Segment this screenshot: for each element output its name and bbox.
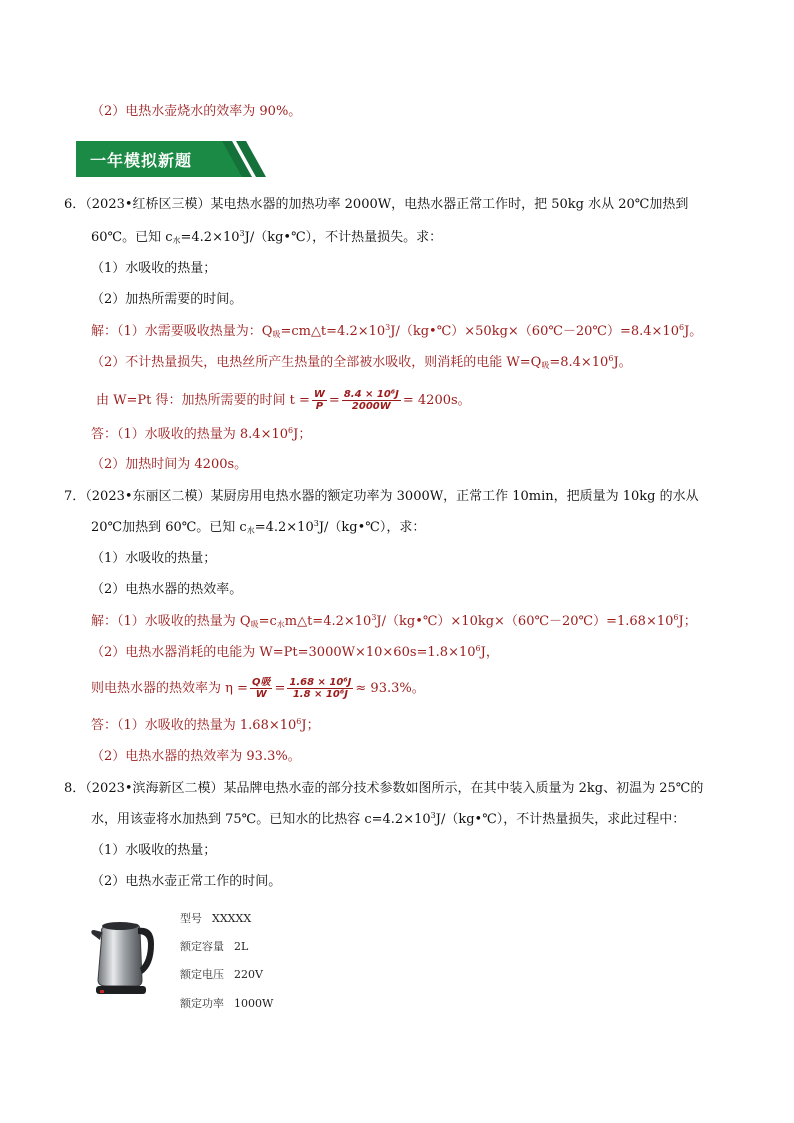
q7-solution-line1: 解：（1）水吸收的热量为 $Q_吸=c_水m\triangle t=4.2\times 10^3J/(kg•℃)\times 10kg\times(60℃-20℃)=1.68\times 10^6J$； xyxy=(91,613,697,629)
q7-solution-line2: （2）电热水器消耗的电能为 $W=Pt=3000W\times 10\times 60s=1.8\times 10^6J$， xyxy=(91,644,499,660)
q7-stem-line1: 7．（2023•东丽区二模）某厨房用电热水器的额定功率为 3000W，正常工作 10min，把质量为 10kg 的水从 xyxy=(64,489,699,504)
spec-voltage: 额定电压 220V xyxy=(180,968,263,981)
q7-fraction-values: $\frac{\text{1.68 × 10⁶J}}{\text{1.8 × 10⁶J}}$ xyxy=(289,677,352,700)
q6-solution-line2: （2）不计热量损失，电热丝所产生热量的全部被水吸收，则消耗的电能 $W=Q_吸=8.4\times 10^6J$。 xyxy=(91,354,632,370)
section-banner xyxy=(76,141,268,177)
electric-kettle-image xyxy=(88,910,160,1000)
q6-answer-line2: （2）加热时间为 4200s。 xyxy=(91,457,248,472)
q8-part2: （2）电热水壶正常工作的时间。 xyxy=(91,874,282,889)
q7-solution-line3: 则电热水器的热效率为 η = $\frac{\text{Q吸}}{W}$ = $\frac{\text{1.68 × 10⁶J}}{\text{1.8 × 10⁶J}}$ ≈ 93.3%。 xyxy=(91,677,425,700)
q8-stem-line1: 8．（2023•滨海新区二模）某品牌电热水壶的部分技术参数如图所示，在其中装入质量为 2kg、初温为 25℃的 xyxy=(64,781,704,796)
q7-fraction-q-over-w: $\frac{\text{Q吸}}{W}$ xyxy=(251,677,271,700)
q6-part2: （2）加热所需要的时间。 xyxy=(91,292,243,307)
q6-fraction-w-over-p: $\frac{W}{P}$ xyxy=(313,389,325,412)
q6-fraction-values: $\frac{\text{8.4 × 10⁶J}}{2000W}$ xyxy=(343,389,399,412)
banner-title: 一年模拟新题 xyxy=(90,151,193,170)
q7-answer-line1: 答：（1）水吸收的热量为 $1.68\times 10^6J$； xyxy=(91,717,320,733)
q7-part2: （2）电热水器的热效率。 xyxy=(91,582,243,597)
q6-answer-line1: 答：（1）水吸收的热量为 $8.4\times 10^6J$； xyxy=(91,426,312,442)
q7-answer-line2: （2）电热水器的热效率为 93.3%。 xyxy=(91,749,301,764)
spec-capacity: 额定容量 2L xyxy=(180,940,249,953)
spec-model: 型号 XXXXX xyxy=(180,912,252,925)
q6-solution-line1: 解：（1）水需要吸收热量为：$Q_吸=cm\triangle t=4.2\times 10^3J/(kg•℃)\times 50kg\times(60℃-20℃)=8.4\times 10^6J$。 xyxy=(91,323,703,339)
q6-part1: （1）水吸收的热量； xyxy=(91,261,217,276)
q6-stem-line1: 6．（2023•红桥区三模）某电热水器的加热功率 2000W，电热水器正常工作时，把 50kg 水从 20℃加热到 xyxy=(64,197,689,212)
q7-stem-line2: 20℃加热到 60℃。已知 $c_水=4.2\times 10^3J/(kg•℃)$，求： xyxy=(91,519,426,535)
q8-part1: （1）水吸收的热量； xyxy=(91,843,217,858)
prev-answer-line: （2）电热水壶烧水的效率为 90%。 xyxy=(91,104,302,119)
spec-power: 额定功率 1000W xyxy=(180,997,274,1010)
q7-part1: （1）水吸收的热量； xyxy=(91,551,217,566)
q6-solution-line3: 由 W=Pt 得：加热所需要的时间 t = $\frac{W}{P}$ = $\frac{\text{8.4 × 10⁶J}}{2000W}$ = 4200s。 xyxy=(96,389,471,412)
q8-stem-line2: 水，用该壶将水加热到 75℃。已知水的比热容 $c=4.2\times 10^3J/(kg•℃)$，不计热量损失，求此过程中： xyxy=(91,811,686,827)
q6-stem-line2: 60℃。已知 $c_水=4.2\times 10^3J/(kg•℃)$，不计热量损失。求： xyxy=(91,229,443,245)
